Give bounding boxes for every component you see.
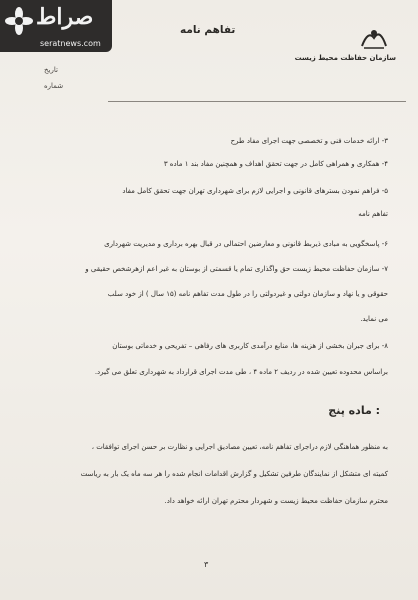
site-brand-mark: صراط <box>36 4 94 30</box>
clause-7-cont: حقوقی و یا نهاد و سازمان دولتی و غیردولتی را در طول مدت تفاهم نامه (۱۵ سال ) از خود سلب <box>107 290 388 298</box>
number-label: شماره <box>44 82 64 90</box>
document-title: تفاهم نامه <box>180 24 236 36</box>
header-divider <box>108 101 406 102</box>
page-number: ۳ <box>204 560 209 569</box>
clause-8-cont: براساس محدوده تعیین شده در ردیف ۲ ماده ۴ ، طی مدت اجرای قرارداد به شهرداری تعلق می گیرد. <box>94 368 388 376</box>
clause-7: ۷- سازمان حفاظت محیط زیست حق واگذاری تمام یا قسمتی از بوستان به غیر اعم ازهرشخص حقیقی و <box>85 265 388 273</box>
environment-org-logo-icon <box>360 26 388 50</box>
clause-3: ۳- ارائه خدمات فنی و تخصصی جهت اجرای مفاد طرح <box>230 137 388 145</box>
site-logo-icon <box>4 6 34 36</box>
org-name: سازمان حفاظت محیط زیست <box>294 54 396 62</box>
news-site-watermark <box>0 0 112 52</box>
section-5-line-3: محترم سازمان حفاظت محیط زیست و شهردار محترم تهران ارائه خواهد داد. <box>164 497 388 505</box>
clause-5: ۵- فراهم نمودن بسترهای قانونی و اجرایی لازم برای شهرداری تهران جهت تحقق کامل مفاد <box>122 187 388 195</box>
clause-7-end: می نماید. <box>360 315 388 323</box>
section-5-line-2: کمیته ای متشکل از نمایندگان طرفین تشکیل و گزارش اقدامات انجام شده را هر سه ماه یک بار به ریاست <box>80 470 388 478</box>
date-label: تاریخ <box>44 66 58 74</box>
clause-6: ۶- پاسخگویی به مبادی ذیربط قانونی و معارضین احتمالی در قبال بهره برداری و مدیریت شهرداری <box>104 240 388 248</box>
site-url: seratnews.com <box>40 39 101 48</box>
section-5-line-1: به منظور هماهنگی لازم دراجرای تفاهم نامه، تعیین مصادیق اجرایی و نظارت بر حسن اجرای توافقات ، <box>91 443 388 451</box>
section-5-heading: ماده پنج : <box>328 404 380 417</box>
clause-8: ۸- برای جبران بخشی از هزینه ها، منابع درآمدی کاربری های رفاهی – تفریحی و خدماتی بوستان <box>112 342 388 350</box>
clause-5-cont: تفاهم نامه <box>358 210 388 218</box>
clause-4: ۴- همکاری و همراهی کامل در جهت تحقق اهداف و همچنین مفاد بند ۱ ماده ۳ <box>163 160 388 168</box>
